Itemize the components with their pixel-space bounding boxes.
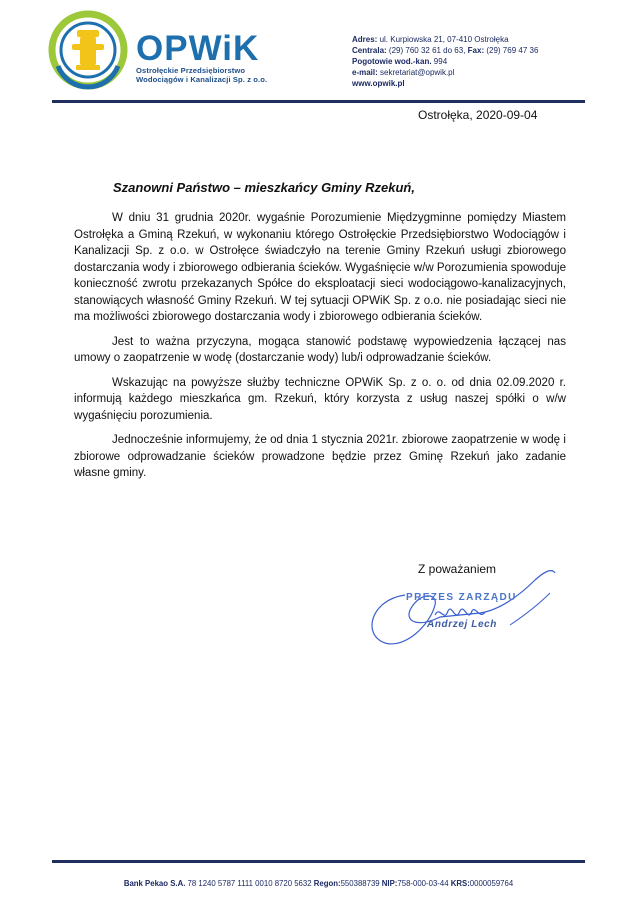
address-label: Adres: (352, 35, 378, 44)
signatory-name: Andrzej Lech (427, 619, 497, 630)
body-paragraph: W dniu 31 grudnia 2020r. wygaśnie Porozumienie Międzygminne pomiędzy Miastem Ostrołęka a Gminą Rzekuń, w wykonaniu którego Ostrołęckie Przedsiębiorstwo Wodociągów i Kanalizacji Sp. z o.o. w Ostrołęce świadczyło na terenie Gminy Rzekuń usługi zbiorowego dostarczania wody i zbiorowego odbierania ścieków. Wygaśnięcie w/w Porozumienia spowoduje konieczność zwrotu przekazanych Spółce do eksploatacji sieci wodociągowo-kanalizacyjnych, stanowiących własność Gminy Rzekuń. W tej sytuacji OPWiK Sp. z o.o. nie posiadając sieci nie ma możliwości zbiorowego dostarczania wody i zbiorowego odbierania ścieków. (74, 212, 566, 323)
emergency-label: Pogotowie wod.-kan. (352, 57, 432, 66)
bank-account: 78 1240 5787 1111 0010 8720 5632 (187, 879, 312, 888)
website-link[interactable]: www.opwik.pl (352, 79, 405, 88)
central-value: (29) 760 32 61 do 63, (388, 46, 466, 55)
regon-label: Regon: (313, 879, 341, 888)
letter-closing: Z poważaniem (418, 562, 497, 576)
company-brand (136, 29, 268, 84)
fax-value: (29) 769 47 36 (486, 46, 539, 55)
signatory-title: PREZES ZARZĄDU (406, 592, 517, 603)
letter-body (74, 210, 566, 490)
company-logo-name: OPWiK (136, 29, 260, 68)
body-paragraph: Jest to ważna przyczyna, mogąca stanowić podstawę wypowiedzenia łączącej nas umowy o zaopatrzenie w wodę (dostarczanie wody) lub/i odprowadzanie ścieków. (74, 335, 566, 364)
emergency-value: 994 (433, 57, 448, 66)
emergency-line (352, 56, 538, 67)
address-value: ul. Kurpiowska 21, 07-410 Ostrołęka (379, 35, 509, 44)
email-line (352, 67, 538, 78)
letter-date: Ostrołęka, 2020-09-04 (418, 108, 538, 122)
footer-divider (52, 860, 585, 863)
address-line (352, 34, 538, 45)
nip-label: NIP: (381, 879, 398, 888)
company-full-name-line2: Wodociągów i Kanalizacji Sp. z o.o. (136, 75, 268, 84)
hydrant-logo-icon (48, 10, 128, 90)
contact-block (352, 34, 538, 89)
company-full-name-line1: Ostrołęckie Przedsiębiorstwo (136, 66, 246, 75)
company-registration-footer (0, 879, 637, 888)
email-link[interactable]: sekretariat@opwik.pl (380, 68, 455, 77)
regon-value: 550388739 (340, 879, 380, 888)
bank-label: Bank Pekao S.A. (123, 879, 186, 888)
email-label: e-mail: (352, 68, 378, 77)
phone-line (352, 45, 538, 56)
body-paragraph: Jednocześnie informujemy, że od dnia 1 stycznia 2021r. zbiorowe zaopatrzenie w wodę i zbiorowe odprowadzanie ścieków prowadzone będzie przez Gminę Rzekuń jako zadanie własne gminy. (74, 434, 566, 479)
krs-label: KRS: (450, 879, 470, 888)
header-divider (52, 100, 585, 103)
krs-value: 0000059764 (469, 879, 514, 888)
handwritten-signature (360, 565, 565, 650)
fax-label: Fax: (467, 46, 485, 55)
nip-value: 758-000-03-44 (397, 879, 449, 888)
letter-greeting: Szanowni Państwo – mieszkańcy Gminy Rzekuń, (113, 180, 415, 195)
body-paragraph: Wskazując na powyższe służby techniczne OPWiK Sp. z o. o. od dnia 02.09.2020 r. informują każdego mieszkańca gm. Rzekuń, który korzysta z usług naszej spółki o w/w wygaśnięciu porozumienia. (74, 376, 566, 422)
central-label: Centrala: (352, 46, 387, 55)
